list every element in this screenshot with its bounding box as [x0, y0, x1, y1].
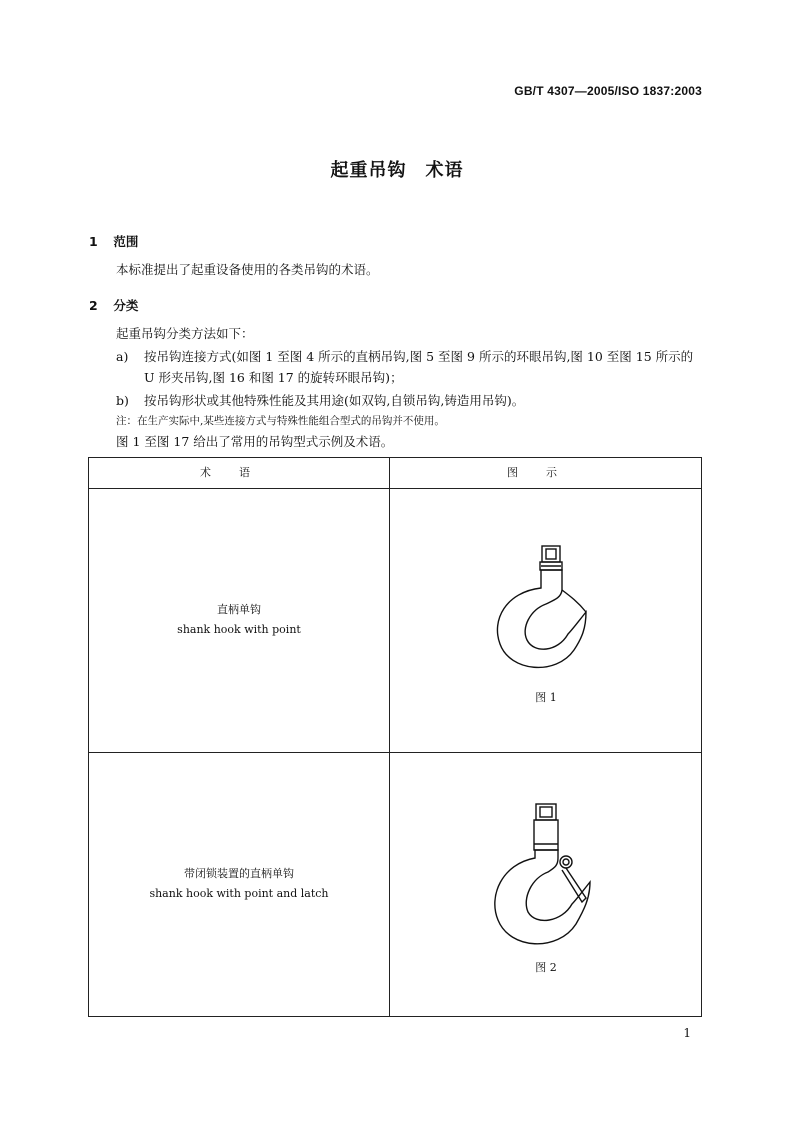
shank-hook-icon: [486, 540, 606, 685]
list-item-marker: b): [116, 393, 129, 408]
figure-caption: 图 1: [535, 691, 557, 704]
list-item-marker: a): [116, 349, 129, 364]
row-divider: [89, 752, 701, 753]
section-1-title: 范围: [113, 234, 139, 249]
table-row-1-figure: [389, 540, 703, 705]
note-text: 注：在生产实际中,某些连接方式与特殊性能组合型式的吊钩并不使用。: [116, 415, 445, 427]
term-en: shank hook with point and latch: [149, 887, 329, 900]
table-intro: 图 1 至图 17 给出了常用的吊钩型式示例及术语。: [116, 434, 394, 449]
page-number: 1: [683, 1026, 691, 1040]
section-2-title: 分类: [113, 298, 139, 313]
list-item-text: 按吊钩形状或其他特殊性能及其用途(如双钩,自锁吊钩,铸造用吊钩)。: [144, 393, 525, 408]
standard-code: GB/T 4307—2005/ISO 1837:2003: [514, 84, 702, 98]
section-2-intro: 起重吊钩分类方法如下：: [116, 326, 254, 341]
section-2-heading: [89, 296, 138, 314]
section-1-number: 1: [89, 234, 98, 249]
term-cn: 带闭锁装置的直柄单钩: [184, 867, 294, 880]
section-1-heading: [89, 232, 138, 250]
terms-table: [88, 457, 702, 1017]
list-item: [116, 346, 706, 388]
term-en: shank hook with point: [177, 623, 301, 636]
section-1-text: 本标准提出了起重设备使用的各类吊钩的术语。: [116, 262, 379, 277]
header-figure: 图示: [507, 466, 585, 479]
table-row-1-term: [89, 600, 389, 640]
table-row-2-figure: [389, 800, 703, 975]
page-title: 起重吊钩 术语: [330, 160, 464, 181]
term-cn: 直柄单钩: [217, 603, 261, 616]
figure-caption: 图 2: [535, 961, 557, 974]
header-term: 术语: [200, 466, 278, 479]
section-2-number: 2: [89, 298, 98, 313]
list-item: [116, 390, 706, 411]
table-row-2-term: [89, 864, 389, 904]
latch-hook-icon: [486, 800, 606, 955]
list-item-text: 按吊钩连接方式(如图 1 至图 4 所示的直柄吊钩,图 5 至图 9 所示的环眼吊钩,图 10 至图 15 所示的 U 形夹吊钩,图 16 和图 17 的旋转环眼吊钩)；: [144, 349, 694, 385]
row-divider: [89, 488, 701, 489]
